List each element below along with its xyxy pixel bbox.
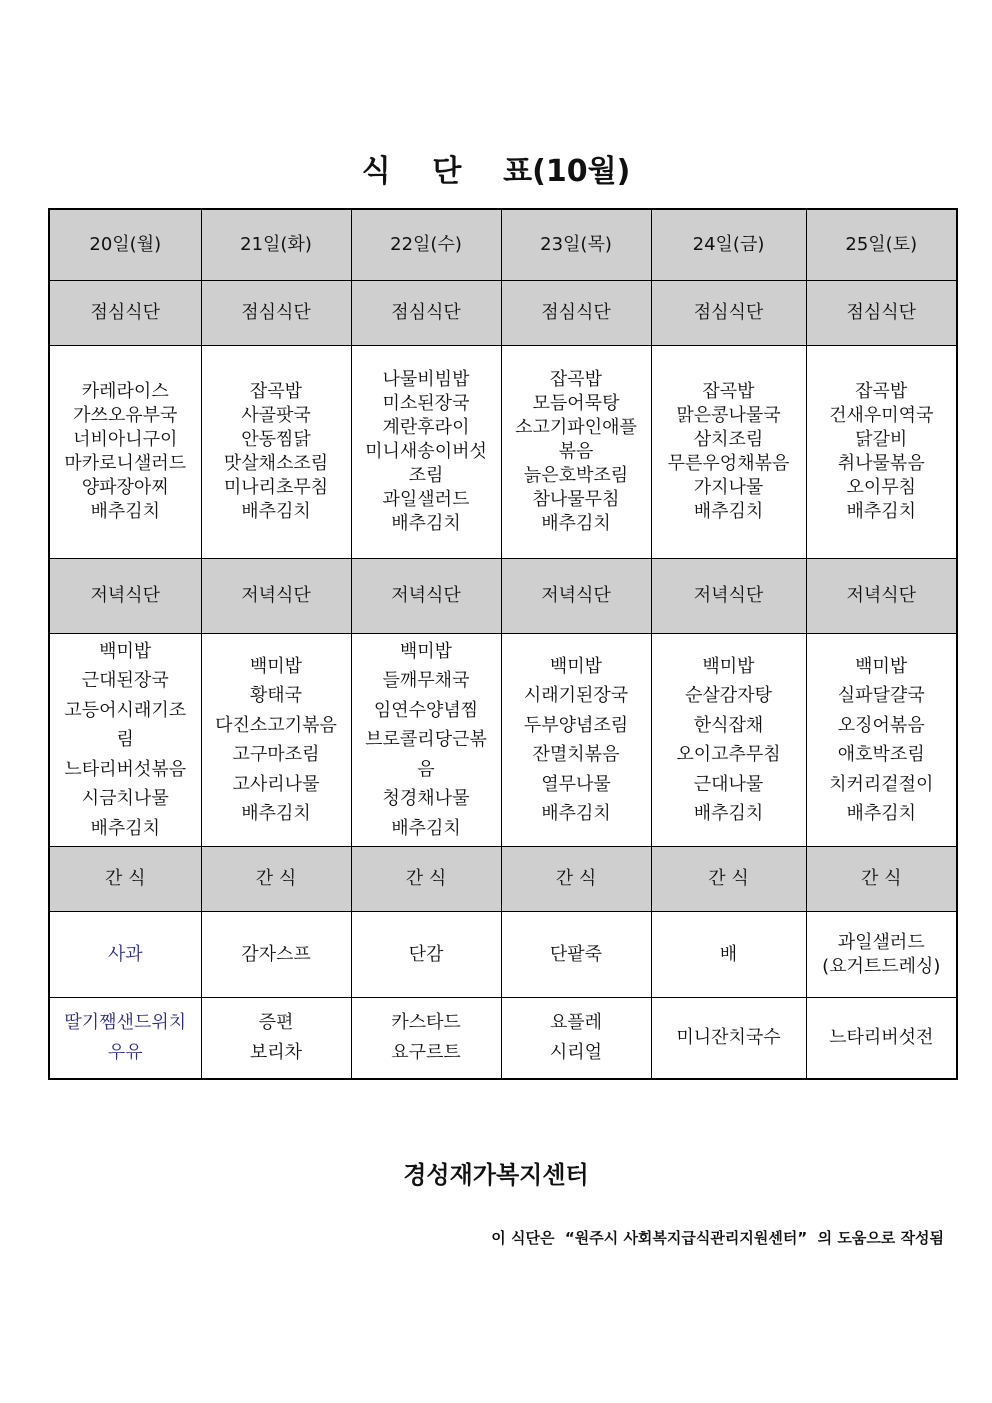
dinner-label: 저녁식단: [201, 559, 351, 634]
menu-item: 요구르트: [391, 1042, 461, 1063]
menu-item: 증편: [258, 1012, 294, 1033]
lunch-menu-cell: [49, 346, 201, 559]
menu-item: 백미밥: [702, 655, 755, 677]
menu-item: 황태국: [249, 685, 303, 706]
page-title: 식 단 표(10월): [361, 154, 631, 189]
menu-item: 배추김치: [90, 501, 161, 522]
menu-item: 들깨무채국: [382, 670, 470, 692]
dinner-label: 저녁식단: [651, 559, 806, 634]
menu-item: 미나리초무침: [223, 477, 329, 498]
snack-cell: [806, 912, 957, 998]
day-header: 23일(목): [501, 209, 651, 281]
menu-item: 백미밥: [549, 655, 603, 677]
menu-item: 과일샐러드: [837, 931, 925, 953]
snack-cell: [201, 998, 351, 1080]
menu-item: 백미밥: [99, 640, 152, 662]
menu-item: 근대된장국: [81, 670, 169, 692]
menu-item: 순살감자탕: [685, 685, 772, 706]
menu-item: 볶음: [558, 441, 594, 462]
menu-item: 나물비빔밥: [382, 369, 470, 390]
snack-cell: [201, 912, 351, 998]
lunch-label: 점심식단: [651, 281, 806, 346]
menu-item: 음: [417, 758, 435, 780]
menu-item: 마카로니샐러드: [64, 453, 187, 474]
menu-item: 사과: [107, 943, 143, 965]
menu-item: 무른우엉채볶음: [667, 453, 790, 474]
menu-item: 가지나물: [693, 477, 764, 498]
snack-label: 간 식: [501, 847, 651, 912]
menu-item: 백미밥: [855, 655, 908, 677]
menu-item: 안동찜닭: [241, 429, 311, 450]
menu-item: 배추김치: [541, 513, 611, 534]
dinner-label: 저녁식단: [49, 559, 201, 634]
snack-label: 간 식: [351, 847, 501, 912]
menu-item: 배추김치: [541, 803, 611, 824]
menu-item: 잡곡밥: [549, 369, 603, 390]
snack-row-1: [49, 912, 957, 998]
menu-item: 느타리버섯볶음: [64, 758, 187, 780]
menu-item: 사골팟국: [241, 405, 311, 426]
menu-item: 고구마조림: [232, 744, 320, 765]
menu-item: 맑은콩나물국: [676, 405, 781, 426]
menu-item: 양파장아찌: [81, 477, 169, 498]
menu-item: 치커리겉절이: [829, 773, 934, 795]
menu-item: 삼치조림: [693, 429, 764, 450]
menu-item: 미니잔치국수: [676, 1027, 781, 1048]
menu-item: 계란후라이: [382, 417, 470, 438]
menu-item: 조림: [408, 465, 444, 486]
menu-item: 닭갈비: [855, 429, 908, 450]
menu-item: 고등어시래기조: [64, 699, 187, 721]
menu-item: 모듬어묵탕: [532, 393, 620, 414]
snack-label: 간 식: [201, 847, 351, 912]
menu-item: 참나물무침: [532, 489, 620, 510]
menu-item: 미니새송이버섯: [365, 441, 487, 462]
dinner-menu-row: [49, 634, 957, 847]
menu-item: 잔멸치볶음: [532, 744, 620, 765]
lunch-label-row: [49, 281, 957, 346]
lunch-menu-cell: [651, 346, 806, 559]
day-header: 22일(수): [351, 209, 501, 281]
dinner-label: 저녁식단: [501, 559, 651, 634]
menu-item: 시금치나물: [81, 788, 169, 810]
day-header: 21일(화): [201, 209, 351, 281]
snack-label: 간 식: [49, 847, 201, 912]
dinner-menu-cell: [651, 634, 806, 847]
menu-item: 시리얼: [549, 1042, 603, 1063]
dinner-label-row: [49, 559, 957, 634]
snack-label: 간 식: [651, 847, 806, 912]
menu-item: 두부양념조림: [523, 714, 629, 736]
menu-item: 오징어볶음: [837, 714, 925, 736]
snack-label-row: [49, 847, 957, 912]
menu-item: 청경채나물: [382, 788, 470, 810]
lunch-label: 점심식단: [201, 281, 351, 346]
menu-item: 너비아니구이: [73, 429, 178, 450]
menu-item: 건새우미역국: [829, 405, 934, 426]
snack-cell: [806, 998, 957, 1080]
menu-item: 열무나물: [541, 773, 611, 795]
dinner-menu-cell: [806, 634, 957, 847]
menu-item: 백미밥: [249, 655, 303, 677]
day-header: 24일(금): [651, 209, 806, 281]
menu-item: 우유: [107, 1042, 143, 1063]
menu-item: 브로콜리당근볶: [365, 729, 487, 751]
menu-item: 잡곡밥: [702, 381, 755, 402]
menu-item: 미소된장국: [382, 393, 470, 414]
dinner-menu-cell: [501, 634, 651, 847]
menu-item: 배추김치: [391, 817, 461, 839]
menu-item: 애호박조림: [837, 744, 925, 765]
menu-item: 배추김치: [846, 501, 917, 522]
snack-cell: [501, 912, 651, 998]
dinner-menu-cell: [49, 634, 201, 847]
menu-item: 고사리나물: [232, 773, 320, 795]
snack-cell: [651, 912, 806, 998]
menu-item: 소고기파인애플: [515, 417, 637, 438]
menu-item: 배추김치: [241, 803, 311, 824]
menu-item: 다진소고기볶음: [215, 714, 337, 736]
menu-item: 임연수양념찜: [373, 699, 479, 721]
menu-item: 느타리버섯전: [829, 1027, 934, 1048]
lunch-label: 점심식단: [49, 281, 201, 346]
menu-item: 취나물볶음: [837, 453, 925, 474]
menu-item: 오이무침: [846, 477, 917, 498]
lunch-label: 점심식단: [351, 281, 501, 346]
snack-row-2: [49, 998, 957, 1080]
center-name: 경성재가복지센터: [403, 1161, 589, 1189]
menu-item: 배추김치: [391, 513, 461, 534]
lunch-label: 점심식단: [806, 281, 957, 346]
snack-cell: [49, 912, 201, 998]
lunch-menu-cell: [351, 346, 501, 559]
snack-cell: [49, 998, 201, 1080]
lunch-label: 점심식단: [501, 281, 651, 346]
menu-item: 림: [116, 729, 134, 751]
menu-item: 카스타드: [391, 1012, 461, 1033]
day-header: 20일(월): [49, 209, 201, 281]
menu-item: 카레라이스: [81, 381, 169, 402]
menu-item: 보리차: [249, 1042, 303, 1063]
menu-item: 실파달걀국: [837, 685, 925, 706]
menu-item: 시래기된장국: [523, 685, 629, 706]
day-header-row: [49, 209, 957, 281]
menu-item: 한식잡채: [693, 714, 764, 736]
dinner-menu-cell: [201, 634, 351, 847]
menu-item: 배추김치: [90, 817, 161, 839]
dinner-label: 저녁식단: [806, 559, 957, 634]
menu-item: 늙은호박조림: [523, 465, 629, 486]
menu-item: 요플레: [549, 1012, 603, 1033]
credit-note: 이 식단은 “원주시 사회복지급식관리지원센터” 의 도움으로 작성됨: [491, 1229, 944, 1247]
snack-cell: [501, 998, 651, 1080]
meal-table: [48, 208, 958, 1080]
menu-item: 배: [719, 943, 738, 965]
menu-item: 배추김치: [693, 803, 764, 824]
lunch-menu-row: [49, 346, 957, 559]
lunch-menu-cell: [501, 346, 651, 559]
dinner-label: 저녁식단: [351, 559, 501, 634]
menu-item: 배추김치: [241, 501, 311, 522]
menu-item: 배추김치: [693, 501, 764, 522]
menu-item: 단팥죽: [549, 943, 603, 965]
snack-cell: [351, 998, 501, 1080]
menu-item: 잡곡밥: [249, 381, 303, 402]
lunch-menu-cell: [806, 346, 957, 559]
menu-item: 단감: [408, 943, 444, 965]
menu-item: 가쓰오유부국: [73, 405, 178, 426]
snack-cell: [351, 912, 501, 998]
menu-item: 근대나물: [693, 773, 764, 795]
menu-item: 잡곡밥: [855, 381, 908, 402]
menu-item: 오이고추무침: [676, 744, 781, 765]
day-header: 25일(토): [806, 209, 957, 281]
menu-item: (요거트드레싱): [822, 955, 941, 977]
menu-item: 백미밥: [399, 640, 453, 662]
menu-item: 맛살채소조림: [223, 453, 329, 474]
snack-cell: [651, 998, 806, 1080]
menu-item: 과일샐러드: [382, 489, 470, 510]
menu-item: 감자스프: [241, 943, 311, 965]
menu-item: 배추김치: [846, 803, 917, 824]
dinner-menu-cell: [351, 634, 501, 847]
snack-label: 간 식: [806, 847, 957, 912]
lunch-menu-cell: [201, 346, 351, 559]
menu-item: 딸기쨈샌드위치: [64, 1012, 187, 1033]
